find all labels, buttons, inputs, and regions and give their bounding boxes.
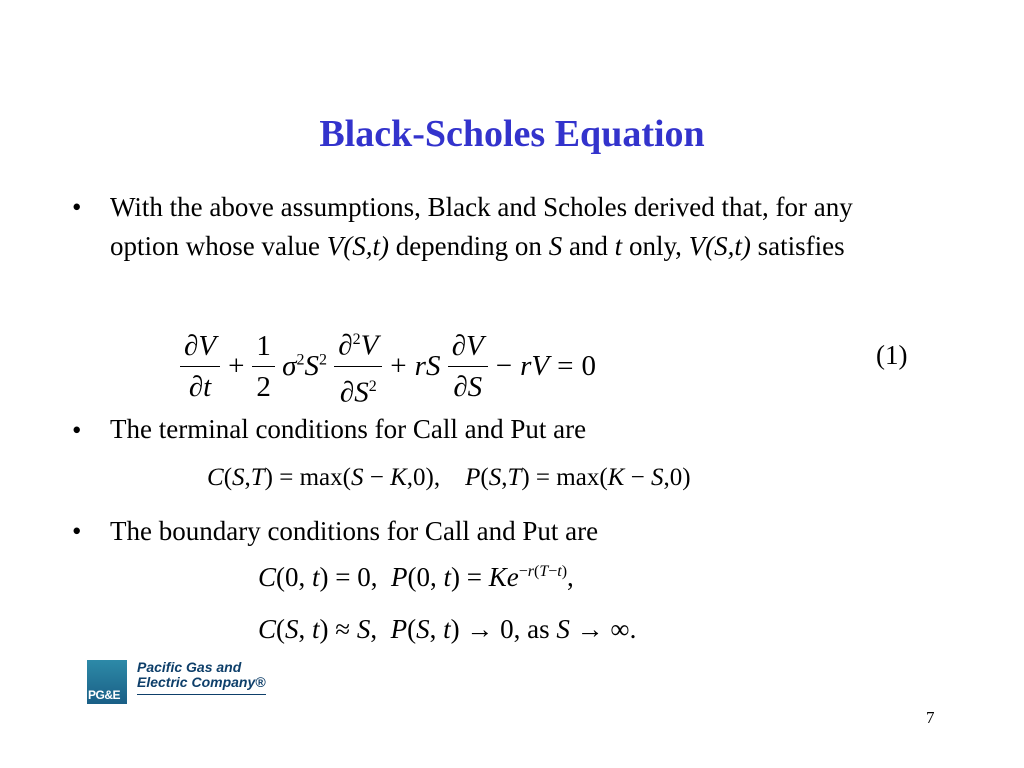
slide-title: Black-Scholes Equation xyxy=(319,113,705,155)
boundary-condition-infinity: C(S, t) ≈ S, P(S, t) → 0, as S → ∞. xyxy=(258,614,637,644)
page-number: 7 xyxy=(926,708,935,727)
equation-number: (1) xyxy=(876,340,908,370)
terminal-conditions-equation: C(S,T) = max(S − K,0), P(S,T) = max(K − S,0) xyxy=(207,464,691,491)
pge-logo-mark: PG&E xyxy=(87,660,127,704)
pge-logo xyxy=(87,660,266,704)
bullet-glyph: • xyxy=(72,415,82,445)
pge-logo-wordmark: Pacific Gas and Electric Company® xyxy=(137,660,266,695)
bullet-glyph: • xyxy=(72,516,82,546)
bullet-text-2: The terminal conditions for Call and Put are xyxy=(110,414,587,444)
bullet-text-3: The boundary conditions for Call and Put are xyxy=(110,516,599,546)
bullet-text-1: With the above assumptions, Black and Scholes derived that, for any option whose value V(S,t) depending on S and t only, V(S,t) satisfies xyxy=(110,192,853,261)
boundary-condition-zero: C(0, t) = 0, P(0, $t) = Ke^{-r(T-t)}$, xyxy=(258,562,574,592)
black-scholes-pde: $\frac{\partial V}{\partial t}$ + $\frac{1}{2}$ $\sigma^2S^2$ $\frac{\partial^2V}{\partial S^2}$ + rS $\frac{\partial V}{\partial S}$ − rV = 0 xyxy=(180,320,596,412)
bullet-glyph: • xyxy=(72,192,82,222)
